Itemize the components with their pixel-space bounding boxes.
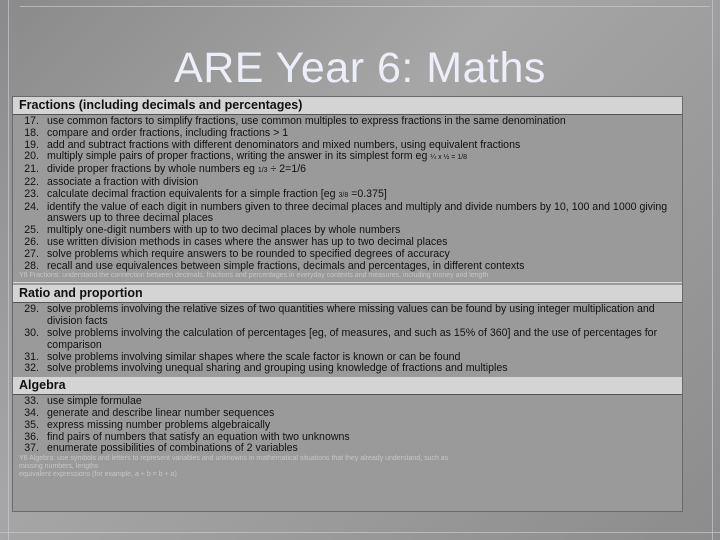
item-number: 18. [24,126,39,139]
item-number: 36. [24,430,39,443]
item-text: use written division methods in cases where the answer has up to two decimal places [47,235,448,248]
item-number: 37. [24,442,39,455]
section-heading-fractions [13,97,682,115]
item-text: recall and use equivalences between simple fractions, decimals and percentages, in different contexts [47,259,525,272]
item-text-tail: ÷ 2=1/6 [267,163,307,176]
item-text: use simple formulae [47,395,142,408]
item-number: 28. [24,259,39,272]
item-number: 19. [24,138,39,151]
item-text: associate a fraction with division [47,175,199,188]
algebra-list [13,395,682,479]
list-item [13,237,682,249]
list-item [13,189,682,202]
item-number: 22. [24,175,39,188]
item-text: multiply one-digit numbers with up to two decimal places by whole numbers [47,224,401,237]
item-text: find pairs of numbers that satisfy an equation with two unknowns [47,430,350,443]
item-text-tail: =0.375] [348,187,387,200]
section-heading-subtext: (including decimals and percentages) [78,98,303,112]
list-item [13,328,682,352]
content-panel [12,96,683,512]
item-text [47,189,682,202]
item-number: 35. [24,418,39,431]
item-text: identify the value of each digit in numbers given to three decimal places and multiply and divide numbers by 10, 100 and 1000 giving answers up to three decimal places [47,200,668,225]
ratio-list [13,303,682,375]
item-number: 31. [24,350,39,363]
item-text-main: divide proper fractions by whole numbers eg [47,163,255,176]
list-item [13,249,682,261]
item-text: solve problems which require answers to be rounded to specified degrees of accuracy [47,247,450,260]
item-number: 23. [24,187,39,200]
section-note: missing numbers, lengths [19,463,99,471]
item-text: use common factors to simplify fractions, use common multiples to express fractions in the same denomination [47,115,566,127]
item-number: 25. [24,224,39,237]
list-item [13,420,682,432]
section-heading-text: Fractions [19,98,76,112]
item-text: compare and order fractions, including fractions > 1 [47,126,289,139]
item-number: 29. [24,303,39,316]
list-item [13,202,682,226]
section-heading-ratio [13,285,682,303]
item-text: generate and describe linear number sequences [47,406,275,419]
item-number: 21. [24,163,39,176]
item-number: 32. [24,362,39,375]
list-item [13,261,682,273]
frame-bottom-line [0,532,720,533]
item-text-main: multiply simple pairs of proper fractions, writing the answer in its simplest form eg [47,150,428,163]
list-item [13,408,682,420]
list-item [13,304,682,328]
item-number: 27. [24,247,39,260]
item-number: 24. [24,200,39,213]
item-number: 30. [24,326,39,339]
item-number: 34. [24,406,39,419]
list-item [13,128,682,140]
item-text: solve problems involving similar shapes where the scale factor is known or can be found [47,350,461,363]
item-text: solve problems involving the relative sizes of two quantities where missing values can be found by using integer multiplication and division facts [47,303,655,328]
section-note: Y6 Fractions: understand the connection between decimals, fractions and percentages in everyday contexts and measures, including money and length [19,272,489,280]
list-item [13,363,682,375]
item-text: add and subtract fractions with different denominators and mixed numbers, using equivalent fractions [47,138,521,151]
item-text-main: calculate decimal fraction equivalents for a simple fraction [eg [47,187,336,200]
item-number: 33. [24,395,39,408]
item-text: express missing number problems algebraically [47,418,271,431]
item-text-fraction: 3/8 [338,191,349,199]
item-number: 20. [24,150,39,163]
item-text: enumerate possibilities of combinations of 2 variables [47,442,298,455]
section-note: equivalent expressions (for example, a + b = b + a) [19,471,177,479]
section-heading-text: Ratio and proportion [19,286,143,301]
item-text-fraction: ¼ x ½ = 1/8 [430,154,468,162]
item-text: solve problems involving the calculation of percentages [eg, of measures, and such as 15% of 360] and the use of percentages for comparison [47,326,658,351]
item-number: 26. [24,235,39,248]
list-item [13,443,682,455]
section-heading-text: Algebra [19,378,66,393]
item-text: solve problems involving unequal sharing and grouping using knowledge of fractions and multiples [47,362,508,375]
item-text-fraction: 1/3 [257,167,268,175]
divider [13,282,682,283]
slide-title: ARE Year 6: Maths [174,44,546,92]
item-number: 17. [24,115,39,127]
section-heading-algebra [13,377,682,395]
fractions-list [13,115,682,280]
frame-top-line [20,6,710,7]
section-note: Y6 Algebra: use symbols and letters to represent variables and unknowns in mathematical situations that they already understand, such as [19,455,449,463]
